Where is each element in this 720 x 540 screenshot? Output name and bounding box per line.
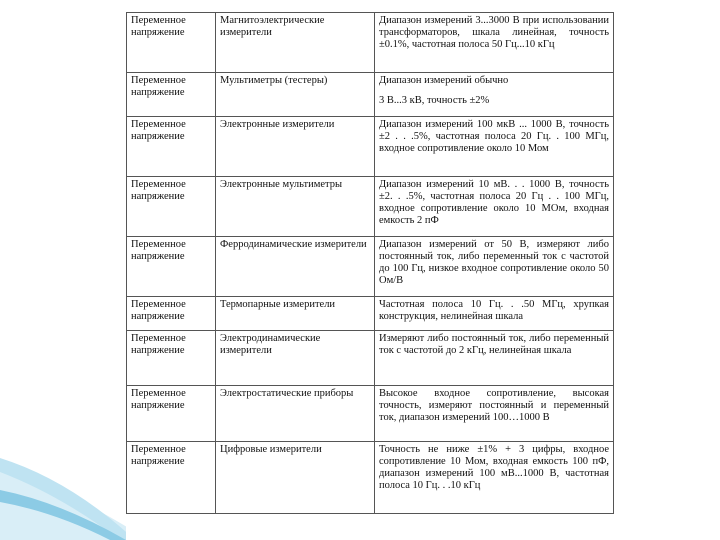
table-row bbox=[127, 331, 614, 386]
decorative-swoosh bbox=[0, 440, 140, 540]
table-row bbox=[127, 386, 614, 442]
cell-desc: Диапазон измерений 3...3000 В при использовании трансформаторов, шкала линейная, точность ±0.1%, частотная полоса 50 Гц...10 кГц bbox=[375, 13, 614, 73]
cell-type: Переменное напряжение bbox=[127, 13, 216, 73]
cell-type: Переменное напряжение bbox=[127, 331, 216, 386]
cell-type: Переменное напряжение bbox=[127, 297, 216, 331]
table-row bbox=[127, 117, 614, 177]
table-row bbox=[127, 73, 614, 117]
cell-device: Магнитоэлектрические измерители bbox=[216, 13, 375, 73]
cell-device: Термопарные измерители bbox=[216, 297, 375, 331]
cell-desc: Высокое входное сопротивление, высокая точность, измеряют постоянный и переменный ток, диапазон измерений 100…1000 В bbox=[375, 386, 614, 442]
table-row bbox=[127, 237, 614, 297]
cell-desc: Диапазон измерений 100 мкВ ... 1000 В, точность ±2 . . .5%, частотная полоса 20 Гц. . 100 МГц, входное сопротивление около 10 Мом bbox=[375, 117, 614, 177]
cell-desc: Точность не ниже ±1% + 3 цифры, входное сопротивление 10 Мом, входная емкость 100 пФ, диапазон измерений 100 мВ...1000 В, частотная полоса 10 Гц. . .10 кГц bbox=[375, 442, 614, 514]
cell-type: Переменное напряжение bbox=[127, 386, 216, 442]
cell-device: Электронные измерители bbox=[216, 117, 375, 177]
cell-device: Электродинамические измерители bbox=[216, 331, 375, 386]
cell-device: Мультиметры (тестеры) bbox=[216, 73, 375, 117]
measurement-table bbox=[126, 12, 614, 514]
table-row bbox=[127, 297, 614, 331]
table-row bbox=[127, 442, 614, 514]
cell-desc: Диапазон измерений 10 мВ. . . 1000 В, точность ±2. . .5%, частотная полоса 20 Гц . . 100 МГц, входное сопротивление около 10 МОм, входная емкость 2 пФ bbox=[375, 177, 614, 237]
cell-desc: Измеряют либо постоянный ток, либо переменный ток с частотой до 2 кГц, нелинейная шкала bbox=[375, 331, 614, 386]
cell-type: Переменное напряжение bbox=[127, 442, 216, 514]
document-page bbox=[126, 8, 614, 540]
cell-desc: Частотная полоса 10 Гц. . .50 МГц, хрупкая конструкция, нелинейная шкала bbox=[375, 297, 614, 331]
cell-device: Ферродинамические измерители bbox=[216, 237, 375, 297]
cell-type: Переменное напряжение bbox=[127, 177, 216, 237]
cell-device: Электростатические приборы bbox=[216, 386, 375, 442]
cell-type: Переменное напряжение bbox=[127, 117, 216, 177]
cell-device: Электронные мультиметры bbox=[216, 177, 375, 237]
table-row bbox=[127, 177, 614, 237]
desc-line-2: 3 В...3 кВ, точность ±2% bbox=[379, 95, 490, 106]
table-row bbox=[127, 13, 614, 73]
cell-device: Цифровые измерители bbox=[216, 442, 375, 514]
cell-desc: Диапазон измерений от 50 В, измеряют либо постоянный ток, либо переменный ток с частотой до 100 Гц, низкое входное сопротивление около 50 Ом/В bbox=[375, 237, 614, 297]
cell-type: Переменное напряжение bbox=[127, 73, 216, 117]
desc-line-1: Диапазон измерений обычно bbox=[379, 75, 509, 86]
cell-type: Переменное напряжение bbox=[127, 237, 216, 297]
cell-desc bbox=[375, 73, 614, 117]
